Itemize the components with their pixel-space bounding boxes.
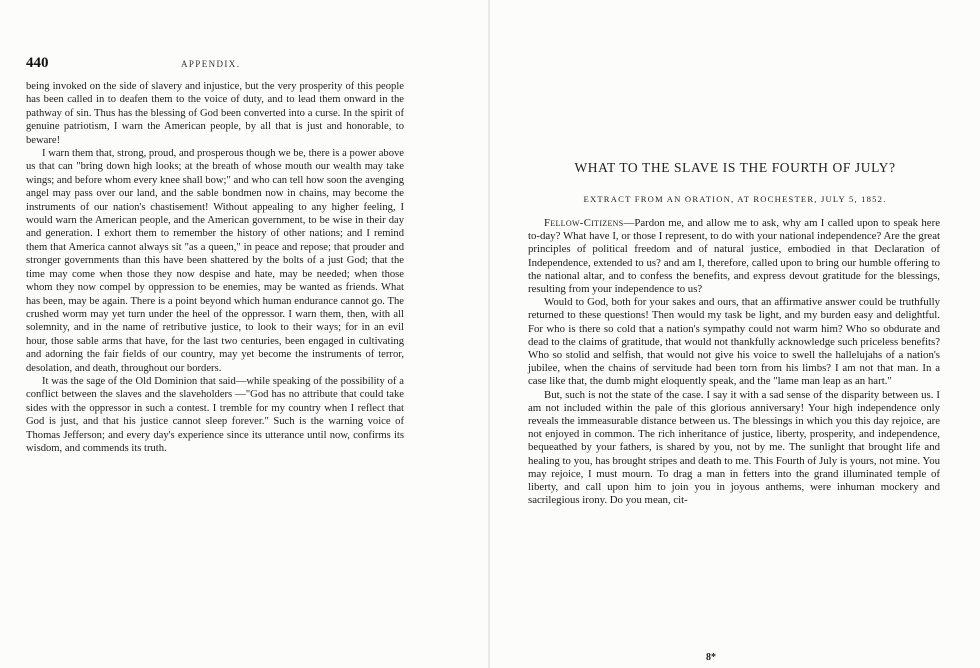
left-page (0, 0, 488, 668)
chapter-title: WHAT TO THE SLAVE IS THE FOURTH OF JULY? (574, 160, 896, 175)
right-body-text (528, 217, 940, 507)
running-title: APPENDIX. (181, 59, 241, 69)
right-page (490, 0, 980, 668)
salutation: Fellow-Citizens (544, 217, 624, 229)
paragraph: being invoked on the side of slavery and injustice, but the very prosperity of this people has been called in to deafen them to the voice of duty, and to lead them onward in the pathway of sin. Thus has the blessing of God been converted into a curse. In the spirit of genuine patriotism, I warn the American people, by all that is just and honorable, to beware! (26, 81, 404, 146)
running-head (26, 57, 406, 73)
paragraph (528, 217, 940, 296)
left-body-text (26, 80, 404, 455)
paragraph: I warn them that, strong, proud, and prosperous though we be, there is a power above us that can "bring down high looks; at the breath of whose mouth our wealth may take wings; and before whom every knee shall bow;" and who can tell how soon the avenging angel may pass over our land, and the sable bondmen now in chains, may become the instruments of our nation's chastisement! Without appealing to any higher feeling, I would warn the American people, and the American government, to be wise in their day and generation. I exhort them to remember the history of other nations; and I remind them that America cannot always sit "as a queen," in peace and repose; that prouder and stronger governments than this have been shattered by the bolts of a just God; that the time may come when those they now despise and hate, may be needed; when those whom they now compel by oppression to be enemies, may be wanted as friends. What has been, may be again. There is a point beyond which human endurance cannot go. The crushed worm may yet turn under the heel of the oppressor. I warn them, then, with all solemnity, and in the name of retributive justice, to look to their ways; for in an evil hour, those sable arms that have, for the last two centuries, been engaged in cultivating and adorning the fair fields of our country, may yet become the instruments of terror, desolation, and death, throughout our borders. (26, 148, 404, 374)
paragraph: But, such is not the state of the case. I say it with a sad sense of the disparity between us. I am not included within the pale of this glorious anniversary! Your high independence only reveals the immeasurable distance between us. The blessings in which you this day rejoice, are not enjoyed in common. The rich inheritance of justice, liberty, prosperity, and independence, bequeathed by your fathers, is shared by you, not by me. The sunlight that brought life and healing to you, has brought stripes and death to me. This Fourth of July is yours, not mine. You may rejoice, I must mourn. To drag a man in fetters into the grand illuminated temple of liberty, and call upon him to join you in joyous anthems, were inhuman mockery and sacrilegious irony. Do you mean, cit- (528, 388, 940, 507)
signature-mark: 8* (706, 652, 716, 663)
paragraph-text: —Pardon me, and allow me to ask, why am I called upon to speak here to-day? What have I, or those I represent, to do with your national independence? Are the great principles of political freedom and of natural justice, embodied in that Declaration of Independence, extended to us? and am I, therefore, called upon to bring our humble offering to the national altar, and to confess the benefits, and express devout gratitude for the blessings, resulting from your independence to us? (528, 217, 940, 296)
chapter-subtitle: EXTRACT FROM AN ORATION, AT ROCHESTER, JULY 5, 1852. (583, 194, 887, 204)
paragraph: Would to God, both for your sakes and ours, that an affirmative answer could be truthfully returned to these questions! Then would my task be light, and my burden easy and delightful. For who is there so cold that a nation's sympathy could not warm him? Who so obdurate and dead to the claims of gratitude, that would not thankfully acknowledge such priceless benefits? Who so stolid and selfish, that would not give his voice to swell the hallelujahs of a nation's jubilee, when the chains of servitude had been torn from his limbs? I am not that man. In a case like that, the dumb might eloquently speak, and the "lame man leap as an hart." (528, 296, 940, 388)
paragraph: It was the sage of the Old Dominion that said—while speaking of the possibility of a conflict between the slaves and the slaveholders —"God has no attribute that could take sides with the oppressor in such a contest. I tremble for my country when I reflect that God is just, and that his justice cannot sleep forever." Such is the warning voice of Thomas Jefferson; and every day's experience since its utterance until now, confirms its wisdom, and commends its truth. (26, 375, 404, 454)
page-number: 440 (26, 55, 49, 71)
